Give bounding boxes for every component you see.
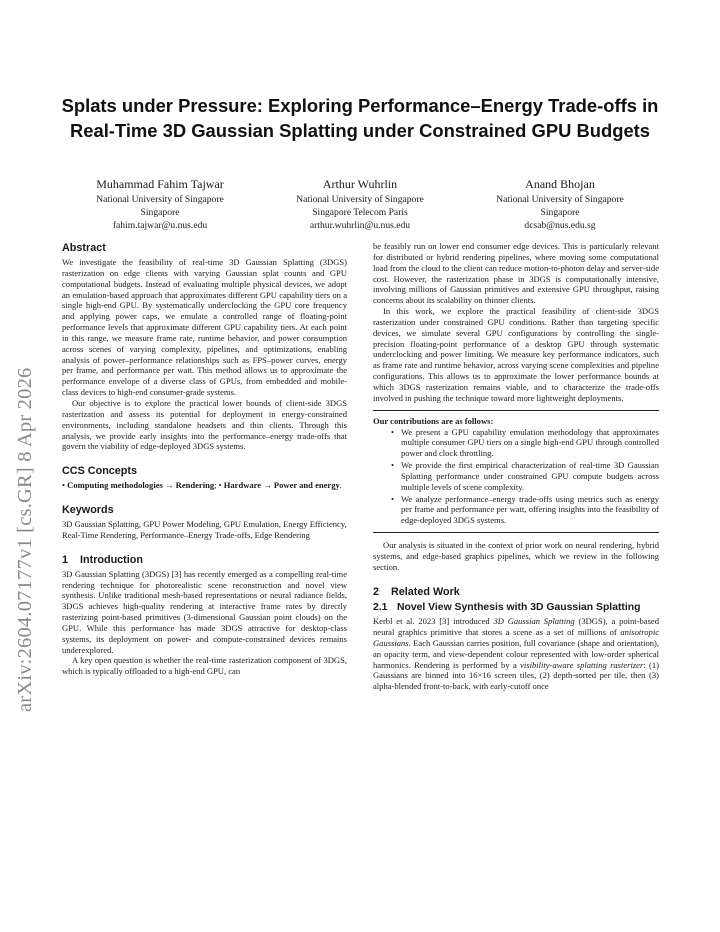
author-name: Anand Bhojan [525, 177, 595, 191]
author-block [60, 176, 660, 232]
contribution-item: • We present a GPU capability emulation methodology that approximates multiple consumer GPU tiers on a single high-end GPU through controlled power and clock throttling. [401, 427, 659, 460]
author-location: Singapore Telecom Paris [312, 207, 408, 218]
section-number: 1 [62, 553, 69, 566]
author-email: fahim.tajwar@u.nus.edu [112, 220, 208, 231]
contributions-followup: Our analysis is situated in the context of prior work on neural rendering, hybrid systems, and edge-based graphics pipelines, which we review in the following section. [373, 540, 659, 572]
contributions-heading: Our contributions are as follows: [373, 415, 494, 426]
ccs-item-2: Hardware → Power and energy [223, 480, 340, 491]
author-location: Singapore [140, 207, 180, 218]
text-run: . Each Gaussian carries position, full covariance (shape and orientation), an opacity term, and view-dependent colour represented with low-order spherical harmonics. Rendering is performed by a [373, 637, 659, 670]
contribution-item: • We provide the first empirical characterization of real-time 3D Gaussian Splatting performance under constrained GPU compute budgets across multiple levels of scene complexity. [401, 460, 659, 493]
related-work-heading [373, 585, 659, 599]
contribution-item: • We analyze performance–energy trade-offs using metrics such as energy per frame and performance per watt, offering insights into the feasibility of edge-deployed 3DGS systems. [401, 494, 659, 527]
right-column [373, 241, 659, 692]
author-location: Singapore [540, 207, 580, 218]
author-2 [260, 176, 460, 232]
abstract-paragraph-1: We investigate the feasibility of real-time 3D Gaussian Splatting (3DGS) rasterization on edge clients with varying Gaussian splat counts and GPU computational budgets. Instead of evaluating multiple physical devices, we adopt an emulation-based approach that approximates different GPU capability tiers on a single high-end GPU. By systematically underclocking the GPU core frequency and applying power caps, we emulate a controlled range of floating-point performance levels that approximate different GPU capability tiers. At each point in this range, we measure frame rate, runtime behavior, and power consumption across scenes of varying complexity, pipelines, and optimizations, enabling analysis of power–performance relationships such as FPS–power curves, energy per frame, and performance per watt. This method allows us to approximate the performance envelope of a diverse class of GPUs, from embedded and mobile-class devices to high-end consumer-grade systems. [62, 257, 347, 398]
author-name: Muhammad Fahim Tajwar [96, 177, 224, 191]
ccs-separator: ; • [214, 480, 224, 491]
section-number: 2 [373, 585, 380, 598]
author-affiliation: National University of Singapore [96, 194, 224, 205]
author-name: Arthur Wuhrlin [322, 177, 398, 191]
contributions-list [373, 427, 659, 527]
keywords-text: 3D Gaussian Splatting, GPU Power Modeling, GPU Emulation, Energy Efficiency, Real-Time Rendering, Performance–Energy Trade-offs, Edge Rendering [62, 519, 347, 540]
author-affiliation: National University of Singapore [296, 194, 424, 205]
author-1 [60, 176, 260, 232]
section-title: Introduction [80, 553, 143, 566]
left-column [62, 241, 347, 677]
ccs-concepts [62, 480, 347, 491]
author-email: arthur.wuhrlin@u.nus.edu [309, 220, 411, 231]
ccs-item-1: Computing methodologies → Rendering [67, 480, 215, 491]
author-affiliation: National University of Singapore [496, 194, 624, 205]
emphasis: anisotropic Gaussians [373, 626, 659, 648]
keywords-heading: Keywords [62, 504, 114, 517]
text-run: Kerbl et al. 2023 [3] introduced [373, 616, 494, 627]
text-run: : (1) Gaussians are binned into 16×16 screen tiles, (2) depth-sorted per tile, then (3) alpha-blended front-to-back, with early-cutoff once [373, 659, 660, 692]
ccs-end: . [339, 480, 342, 491]
related-paragraph-1 [373, 616, 659, 692]
subsection-heading [373, 601, 659, 615]
emphasis: visibility-aware splatting rasterizer [520, 659, 644, 670]
intro-paragraph-1: 3D Gaussian Splatting (3DGS) [3] has recently emerged as a compelling real-time rendering technique for photorealistic scene reconstruction and novel view synthesis. Unlike traditional mesh-based representations or neural radiance fields, 3DGS achieves high-quality rendering at interactive frame rates by directly rasterizing point-based primitives (3-dimensional Gaussian point clouds) on the GPU. While this performance has made 3DGS attractive for desktop-class systems, its deployment on power- and compute-constrained devices remains underexplored. [62, 568, 347, 655]
text-run: (3DGS), a point-based neural graphics primitive that stores a scene as a set of millions of [373, 616, 659, 637]
subsection-title: Novel View Synthesis with 3D Gaussian Splatting [397, 601, 641, 613]
author-3 [460, 176, 660, 232]
contributions-bottom-rule [373, 532, 659, 533]
abstract-paragraph-2: Our objective is to explore the practical lower bounds of client-side 3DGS rasterization and assess its potential for deployment in energy-constrained environments, including standalone headsets and thin clients. Through this analysis, we provide early insights into the performance–energy trade-offs that govern the viability of edge-deployed 3DGS systems. [62, 397, 347, 452]
intro-paragraph-4: In this work, we explore the practical feasibility of client-side 3DGS rasterization under constrained GPU conditions. Rather than targeting specific devices, we simulate several GPU configurations by controlling the single-precision floating-point performance of a desktop GPU through systematic underclocking and power limiting. We measure key performance indicators, such as frame rate and runtime behavior, across varying scene complexities and pipeline configurations. This allows us to approximate the lower performance bounds at which 3DGS rasterization remains viable, and to characterize the trade-offs involved in pushing the technique toward more lightweight deployments. [373, 306, 659, 403]
emphasis: 3D Gaussian Splatting [493, 616, 575, 627]
intro-heading [62, 553, 347, 567]
arxiv-stamp: arXiv:2604.07177v1 [cs.GR] 8 Apr 2026 [14, 367, 36, 712]
intro-paragraph-3: be feasibly run on lower end consumer edge devices. This is particularly relevant for distributed or hybrid rendering pipelines, where moving some computational load from the cloud to the client can reduce motion-to-photon delay and server-side cost. However, the rasterization phase in 3DGS is computationally intensive, involving millions of Gaussian primitives and extensive GPU throughput, raising concerns about its scalability on thinner clients. [373, 241, 659, 306]
subsection-number: 2.1 [373, 601, 388, 613]
contributions-top-rule [373, 410, 659, 411]
author-email: dcsab@nus.edu.sg [524, 220, 596, 231]
section-title: Related Work [391, 585, 460, 598]
ccs-heading: CCS Concepts [62, 465, 137, 478]
ccs-bullet: • [62, 480, 68, 491]
abstract-heading: Abstract [62, 242, 106, 254]
paper-title: Splats under Pressure: Exploring Performance–Energy Trade-offs in Real-Time 3D Gaussian Splatting under Constrained GPU Budgets [61, 95, 659, 141]
intro-paragraph-2: A key open question is whether the real-time rasterization component of 3DGS, which is typically offloaded to a high-end GPU, can [62, 655, 347, 677]
